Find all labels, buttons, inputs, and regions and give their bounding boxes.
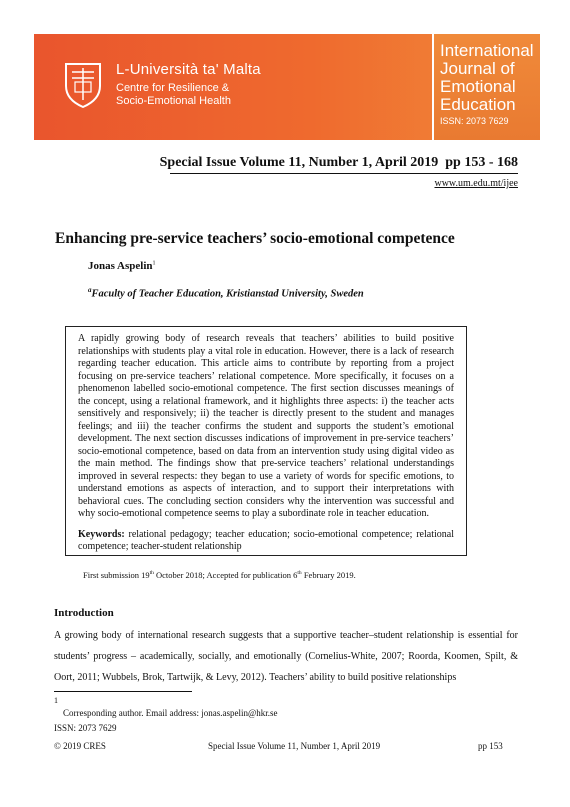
journal-banner [34,34,538,140]
submission-text-1: First submission 19 [83,570,150,580]
centre-name-line2: Socio-Emotional Health [116,95,231,107]
submission-sup-1: th [149,570,154,577]
submission-text-2: October 2018; Accepted for publication 6 [153,570,298,580]
footnote-text: Corresponding author. Email address: jonas.aspelin@hkr.se [63,708,278,718]
issue-pages: pp 153 - 168 [445,155,518,170]
journal-issn: ISSN: 2073 7629 [440,116,509,126]
keywords-label: Keywords: [78,528,125,540]
journal-title-line1: International [440,41,534,60]
abstract-box [65,326,467,556]
footer-copyright: © 2019 CRES [54,741,106,751]
journal-title-line4: Education [440,95,516,114]
university-name: L-Università ta' Malta [116,61,261,78]
footer-issue: Special Issue Volume 11, Number 1, April 2019 [208,741,381,751]
issue-info [160,155,518,171]
centre-name-line1: Centre for Resilience & [116,82,230,94]
journal-title-line3: Emotional [440,77,516,96]
keywords-text: relational pedagogy; teacher education; socio-emotional competence; relational competence; teacher-student relationship [78,528,454,552]
author-name [88,260,156,272]
introduction-paragraph: A growing body of international research suggests that a supportive teacher–student relationship is essential for students’ progress – academically, socially, and emotionally (Cornelius-White, 2007; Roorda, Koomen, Spilt, & Oort, 2011; Wubbels, Brok, Tartwijk, & Levy, 2012). Teachers’ ability to build positive relationships [54,630,518,683]
submission-dates [83,570,356,580]
journal-website-link[interactable]: www.um.edu.mt/ijee [434,178,518,189]
issue-divider [170,173,518,174]
footer-page-number: pp 153 [478,741,503,751]
submission-text-3: February 2019. [301,570,356,580]
affiliation-mark: a [88,286,92,294]
university-crest-icon [62,60,104,108]
submission-sup-2: th [297,570,302,577]
journal-title-panel [432,34,540,140]
author-footnote-mark: 1 [152,260,156,267]
author-affiliation [88,286,364,300]
issue-text: Special Issue Volume 11, Number 1, April 2019 [159,155,439,170]
affiliation-text: Faculty of Teacher Education, Kristianstad University, Sweden [91,288,364,300]
footnote-divider [54,691,192,692]
footer-issn: ISSN: 2073 7629 [54,723,117,733]
keywords [78,529,454,554]
journal-title-line2: Journal of [440,59,515,78]
author-name-text: Jonas Aspelin [88,260,153,272]
abstract-text: A rapidly growing body of research reveals that teachers’ abilities to build positive relationships with students play a vital role in education. However, there is a lack of research regarding teacher education. This article aims to contribute by reporting from a project focusing on pre-service teachers’ relational competence. More specifically, it focuses on a phenomenon labelled socio-emotional competence. The first section discusses meanings of the concept, using a relational framework, and it highlights three aspects: i) the teacher acts sensitively and responsively; ii) the teacher is directly present to the student and manages feelings; and iii) the teacher confirms the student and supports the student’s emotional development. The next section discusses indications of improvement in pre-service teachers’ socio-emotional competence, based on data from an intervention study using digital video as the main method. The findings show that pre-service teachers’ relational understandings improved in several respects: they began to use a variety of words for specific emotions, to understand emotions as aspects of interaction, and to support their interpretations with behavioral cues. The concluding section considers why the intervention was successful and why socio-emotional competence seems to play a subordinate role in teacher education. [78,333,454,519]
footnote-mark: 1 [54,696,58,705]
article-title: Enhancing pre-service teachers’ socio-emotional competence [55,230,455,247]
introduction-heading: Introduction [54,607,114,619]
